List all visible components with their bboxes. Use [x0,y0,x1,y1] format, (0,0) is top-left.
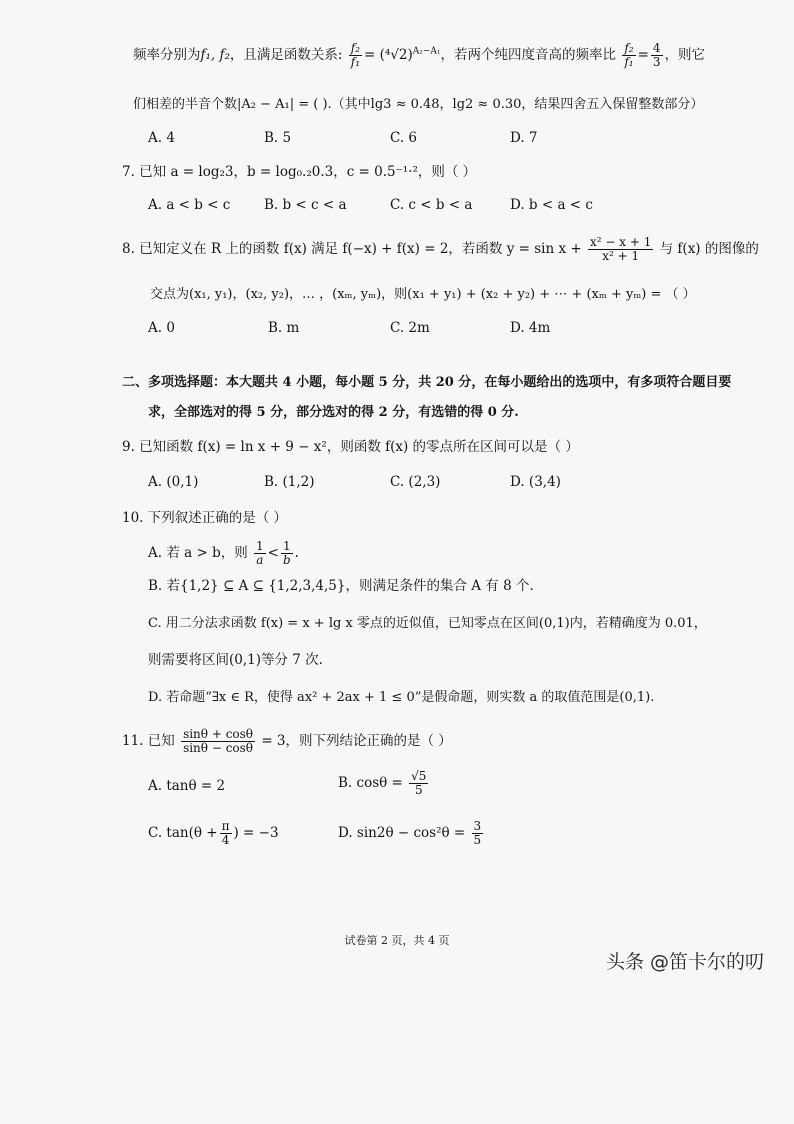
q8-text-a: 8. 已知定义在 R 上的函数 f(x) 满足 f(−x) + f(x) = 2，若函数 y = sin x + [122,241,582,257]
page-footer: 试卷第 2 页，共 4 页 [344,934,450,947]
q11-option-a: A. tanθ = 2 [148,778,226,794]
q8-text-b: 与 f(x) 的图像的 [659,241,759,257]
q6-line1: 频率分别为f₁, f₂，且满足函数关系: $\frac{\text{f₂}}{\text{f₁}}$ = $(^4√2)^{A_2-A_1}$，若两个纯四度音高的频率比 $\frac{\text{f₂}}{\text{f₁}}$ = $\frac{4}{3}$ ，则它 [133,41,706,69]
q10-option-c-line1: C. 用二分法求函数 f(x) = x + lg x 零点的近似值，已知零点在区间(0,1)内，若精确度为 0.01， [148,616,707,631]
q6-text-a: 频率分别为 [133,47,201,63]
q7-option-d: D. b < a < c [510,197,593,213]
q10-stem: 10. 下列叙述正确的是（ ） [122,510,288,526]
q6-option-a: A. 4 [148,130,175,146]
q7-option-b: B. b < c < a [264,197,347,213]
q8-option-a: A. 0 [148,320,175,336]
q8-option-c: C. 2m [390,320,430,336]
q10-option-a: A. 若 a > b，则 $\frac{1}{a}$ < $\frac{1}{b}$ . [148,539,299,567]
q8-fraction: $\frac{\text{x² − x + 1}}{\text{x² + 1}}$ [589,235,652,263]
q10-option-b: B. 若{1,2} ⊆ A ⊆ {1,2,3,4,5}，则满足条件的集合 A 有 8 个. [148,578,534,594]
q7-option-c: C. c < b < a [390,197,473,213]
q9-option-c: C. (2,3) [390,474,441,490]
q10-option-d: D. 若命题“∃x ∈ R，使得 ax² + 2ax + 1 ≤ 0”是假命题，则实数 a 的取值范围是(0,1). [148,690,655,705]
q7-option-a: A. a < b < c [148,197,231,213]
watermark: 头条 @笛卡尔的叨 [606,951,765,973]
q11-stem: 11. 已知 $\frac{\sin\theta + \cos\theta}{\sin\theta - \cos\theta}$ = 3，则下列结论正确的是（ ） [122,727,452,755]
q6-option-c: C. 6 [390,130,418,146]
q6-option-d: D. 7 [510,130,538,146]
q8-option-b: B. m [268,320,300,336]
q10-fraction-1-over-a: $\frac{1}{a}$ [256,539,264,567]
q6-text-c: ，若两个纯四度音高的频率比 [440,47,617,63]
q9-option-d: D. (3,4) [510,474,561,490]
q6-freq-fraction: $\frac{\text{f₂}}{\text{f₁}}$ [350,41,361,69]
q9-option-b: B. (1,2) [264,474,315,490]
q6-text-d: ，则它 [664,47,706,63]
q6-vars: f₁, f₂ [200,47,230,63]
q8-line1 [122,236,759,263]
q10-fraction-1-over-b: $\frac{1}{b}$ [282,539,291,567]
q6-option-b: B. 5 [264,130,292,146]
section-2-heading: 二、多项选择题：本大题共 4 小题，每小题 5 分，共 20 分，在每小题给出的选项中，有多项符合题目要 [122,375,732,390]
q8-option-d: D. 4m [510,320,551,336]
q6-text-b: ，且满足函数关系: [229,47,343,63]
q11-option-b: B. cosθ = $\frac{√5}{5}$ [338,769,427,797]
section-2-heading-cont: 求，全部选对的得 5 分，部分选对的得 2 分，有选错的得 0 分. [148,405,519,420]
q11-option-d: D. sin2θ − cos²θ = $\frac{3}{5}$ [338,819,482,847]
q10-option-c-line2: 则需要将区间(0,1)等分 7 次. [148,652,323,668]
q6-expr: = (⁴√2) [364,47,413,63]
q8-line2: 交点为(x₁, y₁)，(x₂, y₂)，… ，(xₘ, yₘ)，则(x₁ + y₁) + (x₂ + y₂) + ⋯ + (xₘ + yₘ) = （ ） [150,287,696,302]
q6-ratio-value: $\frac{4}{3}$ [652,41,661,69]
q6-exponent: A₂−A₁ [412,46,441,57]
q6-line2: 们相差的半音个数|A₂ − A₁| = ( ).（其中lg3 ≈ 0.48，lg2 ≈ 0.30，结果四舍五入保留整数部分） [133,97,704,112]
q11-fraction: $\frac{\sin\theta + \cos\theta}{\sin\theta - \cos\theta}$ [183,727,254,755]
q11-option-c: C. tan(θ + $\frac{\pi}{4}$ ) = −3 [148,819,279,847]
q9-stem: 9. 已知函数 f(x) = ln x + 9 − x²，则函数 f(x) 的零点所在区间可以是（ ） [122,439,579,455]
q6-ratio-fraction: $\frac{\text{f₂}}{\text{f₁}}$ [624,41,634,69]
q9-option-a: A. (0,1) [148,474,199,490]
q7-stem: 7. 已知 a = log₂3，b = log₀.₂0.3，c = 0.5⁻¹·²，则（ ） [122,164,477,180]
